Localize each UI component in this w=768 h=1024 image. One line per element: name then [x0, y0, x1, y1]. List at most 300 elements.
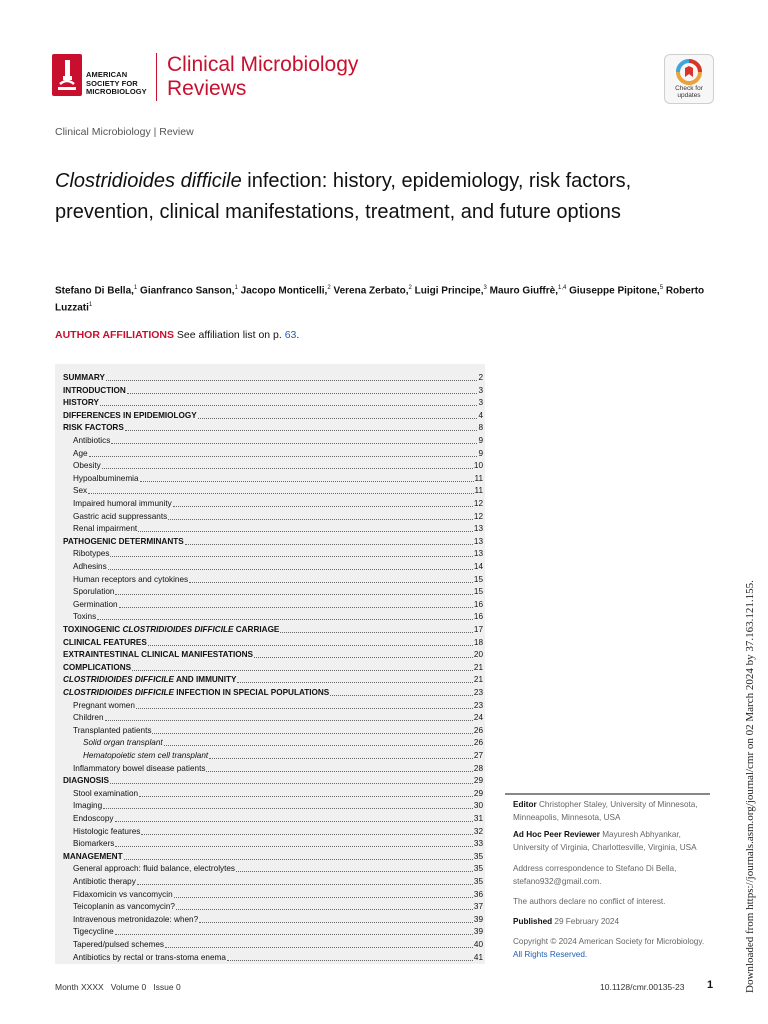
rights-link[interactable]: All Rights Reserved. — [513, 949, 588, 959]
toc-entry-label — [63, 674, 236, 687]
toc-leader-dots — [115, 838, 472, 847]
toc-label-text: Children — [73, 713, 104, 723]
toc-leader-dots — [254, 649, 473, 658]
toc-page-number: 33 — [473, 839, 483, 849]
toc-entry[interactable] — [63, 863, 483, 876]
toc-entry-label — [73, 838, 114, 851]
toc-page-number: 32 — [473, 826, 483, 836]
toc-entry-label — [73, 586, 114, 599]
toc-label-text: COMPLICATIONS — [63, 662, 132, 672]
table-of-contents — [55, 364, 485, 964]
toc-leader-dots — [103, 800, 473, 809]
toc-page-number: 3 — [478, 385, 483, 395]
author-affiliation-number: 2 — [408, 285, 412, 291]
check-updates-icon — [675, 59, 703, 85]
toc-label-text: Hematopoietic stem cell transplant — [83, 751, 209, 760]
toc-leader-dots — [136, 700, 473, 709]
title-rest: infection: history, epidemiology, risk factors, prevention, clinical manifestations, treatment, and future options — [55, 170, 632, 223]
download-note: Downloaded from https://journals.asm.org/journal/cmr on 02 March 2024 by 37.163.121.155. — [744, 580, 756, 993]
author-name[interactable]: Jacopo Monticelli — [240, 285, 325, 297]
footer-issue-info: Month XXXX Volume 0 Issue 0 — [55, 982, 181, 992]
author-affiliation-number: 3 — [483, 285, 487, 291]
author-affiliations — [55, 329, 299, 341]
article-title — [55, 166, 675, 228]
toc-page-number: 15 — [473, 587, 483, 597]
toc-label-text: TOXINOGENIC — [63, 625, 123, 634]
toc-entry[interactable] — [63, 410, 483, 423]
toc-leader-dots — [209, 750, 473, 759]
toc-entry-label — [73, 712, 104, 725]
toc-label-text: Sex — [73, 486, 88, 496]
toc-entry[interactable] — [63, 838, 483, 851]
toc-label-after: AND IMMUNITY — [174, 675, 237, 685]
check-updates-line: Check for — [675, 85, 703, 92]
toc-label-after: INFECTION IN SPECIAL POPULATIONS — [174, 688, 330, 697]
toc-entry-label — [73, 763, 205, 776]
conflict-statement: The authors declare no conflict of interest. — [513, 897, 666, 906]
toc-entry[interactable] — [63, 914, 483, 927]
toc-label-text: Solid organ transplant — [83, 738, 163, 748]
toc-label-text: Imaging — [73, 801, 103, 811]
toc-entry[interactable] — [63, 939, 483, 952]
toc-entry[interactable] — [63, 687, 483, 700]
toc-label-text: Endoscopy — [73, 814, 114, 823]
affiliations-label[interactable]: AUTHOR AFFILIATIONS — [55, 329, 174, 341]
toc-label-text: Tigecycline — [73, 927, 114, 937]
toc-page-number: 2 — [478, 373, 483, 382]
toc-leader-dots — [176, 901, 473, 910]
author-affiliation-number: 5 — [659, 285, 664, 291]
toc-leader-dots — [125, 422, 478, 431]
toc-entry-label — [73, 826, 140, 839]
toc-label-text: CLINICAL FEATURES — [63, 637, 147, 647]
toc-leader-dots — [164, 737, 473, 746]
toc-leader-dots — [138, 523, 473, 532]
toc-leader-dots — [152, 725, 472, 734]
toc-label-text: INTRODUCTION — [63, 385, 126, 395]
toc-entry-label — [73, 800, 102, 813]
toc-label-text: Pregnant women — [73, 700, 135, 710]
toc-leader-dots — [102, 460, 473, 469]
toc-label-text: Stool examination — [73, 788, 139, 798]
toc-entry[interactable] — [63, 397, 483, 410]
toc-label-text: Human receptors and cytokines — [73, 574, 189, 584]
toc-label-text: Obesity — [73, 461, 101, 471]
toc-label-after: CARRIAGE — [233, 625, 280, 634]
toc-page-number: 8 — [478, 423, 483, 433]
author-name[interactable]: Verena Zerbato — [333, 285, 406, 297]
toc-entry-label — [73, 599, 118, 612]
published-date — [513, 916, 708, 929]
toc-page-number: 36 — [473, 889, 483, 899]
toc-label-text: Antibiotics by rectal or trans-stoma enema — [73, 952, 226, 962]
toc-label-text: Teicoplanin as vancomycin? — [73, 902, 175, 912]
toc-entry[interactable] — [63, 813, 483, 826]
toc-entry[interactable] — [63, 637, 483, 650]
author-name[interactable]: Stefano Di Bella — [55, 285, 132, 297]
toc-entry[interactable] — [63, 536, 483, 549]
toc-leader-dots — [100, 397, 477, 406]
toc-entry-label — [63, 851, 123, 864]
toc-label-text: MANAGEMENT — [63, 851, 123, 861]
toc-entry-label — [73, 435, 110, 448]
toc-entry-label — [63, 410, 197, 423]
toc-leader-dots — [141, 826, 473, 835]
toc-entry[interactable] — [63, 737, 483, 750]
author-affiliation-number: 1 — [234, 285, 238, 291]
toc-entry[interactable] — [63, 763, 483, 776]
author-affiliation-number: 2 — [327, 285, 331, 291]
toc-entry-label — [73, 939, 164, 952]
toc-leader-dots — [173, 498, 473, 507]
toc-entry-label — [73, 548, 109, 561]
toc-page-number: 9 — [478, 436, 483, 445]
journal-name-line: Reviews — [167, 77, 247, 100]
toc-entry[interactable] — [63, 712, 483, 725]
author-name[interactable]: Mauro Giuffrè — [489, 285, 556, 297]
toc-page-number: 13 — [473, 524, 483, 534]
toc-page-number: 28 — [473, 763, 483, 773]
toc-leader-dots — [330, 687, 473, 696]
toc-entry[interactable] — [63, 952, 483, 965]
toc-entry[interactable] — [63, 385, 483, 398]
toc-leader-dots — [124, 851, 473, 860]
toc-leader-dots — [168, 511, 473, 520]
toc-label-text: Ribotypes — [73, 549, 110, 559]
toc-page-number: 15 — [473, 574, 483, 584]
toc-leader-dots — [165, 939, 473, 948]
toc-label-text: Age — [73, 448, 88, 458]
publisher-line: SOCIETY FOR — [86, 78, 138, 88]
toc-label-text: Inflammatory bowel disease patients — [73, 763, 206, 773]
toc-page-number: 29 — [473, 788, 483, 798]
toc-page-number: 26 — [473, 725, 483, 735]
toc-entry-label — [73, 523, 137, 536]
toc-leader-dots — [280, 624, 472, 633]
toc-label-text: RISK FACTORS — [63, 423, 124, 433]
toc-label-text: Transplanted patients — [73, 725, 152, 735]
toc-page-number: 16 — [473, 612, 483, 622]
toc-leader-dots — [110, 775, 473, 784]
title-italic: Clostridioides difficile — [55, 170, 242, 192]
toc-entry[interactable] — [63, 599, 483, 612]
affiliations-end: . — [296, 329, 300, 341]
toc-label-text: Hypoalbuminemia — [73, 473, 139, 483]
toc-entry-label — [73, 611, 96, 624]
toc-entry[interactable] — [63, 876, 483, 889]
toc-page-number: 12 — [473, 499, 483, 508]
author-name[interactable]: Gianfranco Sanson — [140, 285, 232, 297]
toc-entry[interactable] — [63, 611, 483, 624]
toc-entry[interactable] — [63, 926, 483, 939]
toc-entry-label — [73, 889, 173, 902]
toc-entry[interactable] — [63, 750, 483, 763]
toc-entry-label — [73, 876, 136, 889]
toc-entry-label — [73, 498, 172, 511]
toc-entry-label — [73, 863, 235, 876]
toc-label-text: Adhesins — [73, 562, 107, 571]
editor-info — [513, 799, 708, 824]
copyright-text: Copyright © 2024 American Society for Microbiology. — [513, 937, 705, 946]
toc-leader-dots — [97, 611, 473, 620]
toc-leader-dots — [185, 536, 473, 545]
toc-entry[interactable] — [63, 624, 483, 637]
toc-page-number: 40 — [473, 940, 483, 949]
toc-page-number: 11 — [474, 473, 483, 483]
toc-label-text: HISTORY — [63, 398, 99, 408]
toc-entry[interactable] — [63, 901, 483, 914]
toc-entry-label — [73, 473, 139, 486]
toc-entry[interactable] — [63, 498, 483, 511]
toc-entry[interactable] — [63, 586, 483, 599]
microscope-logo-icon — [52, 54, 82, 96]
check-updates-line: updates — [677, 92, 701, 99]
toc-entry-label — [63, 775, 109, 788]
toc-leader-dots — [174, 889, 473, 898]
asm-logo — [52, 54, 150, 100]
toc-label-text: Histologic features — [73, 826, 141, 836]
toc-label-text: PATHOGENIC DETERMINANTS — [63, 536, 184, 546]
sidebar-rule — [505, 793, 710, 795]
toc-label-italic: CLOSTRIDIOIDES DIFFICILE — [122, 625, 234, 634]
toc-entry-label — [63, 624, 279, 637]
toc-entry-label — [73, 901, 175, 914]
toc-label-text: DIAGNOSIS — [63, 776, 109, 786]
toc-leader-dots — [198, 410, 478, 419]
published-text: 29 February 2024 — [554, 917, 620, 926]
toc-leader-dots — [206, 763, 472, 772]
toc-label-text: Renal impairment — [73, 524, 138, 534]
toc-entry[interactable] — [63, 574, 483, 587]
toc-leader-dots — [111, 435, 477, 444]
toc-leader-dots — [110, 548, 472, 557]
toc-entry[interactable] — [63, 674, 483, 687]
toc-entry-label — [63, 649, 253, 662]
toc-entry[interactable] — [63, 485, 483, 498]
toc-label-text: Gastric acid suppressants — [73, 511, 168, 521]
toc-entry-label — [63, 687, 329, 700]
toc-label-text: Biomarkers — [73, 839, 115, 849]
toc-label-text: Intravenous metronidazole: when? — [73, 914, 199, 924]
publisher-line: AMERICAN — [86, 70, 128, 79]
toc-entry-label — [73, 448, 88, 461]
toc-leader-dots — [115, 586, 472, 595]
toc-leader-dots — [189, 574, 473, 583]
toc-page-number: 26 — [473, 738, 483, 748]
toc-page-number: 21 — [473, 662, 483, 672]
toc-entry[interactable] — [63, 448, 483, 461]
article-section: Clinical Microbiology | Review — [55, 126, 194, 138]
toc-leader-dots — [106, 372, 477, 381]
toc-entry-label — [73, 813, 114, 826]
toc-entry-label — [73, 926, 114, 939]
toc-entry[interactable] — [63, 460, 483, 473]
toc-page-number: 4 — [478, 410, 483, 420]
toc-entry[interactable] — [63, 826, 483, 839]
toc-entry-label — [63, 536, 184, 549]
footer-doi[interactable]: 10.1128/cmr.00135-23 — [600, 982, 685, 992]
toc-page-number: 39 — [473, 927, 483, 937]
toc-entry[interactable] — [63, 788, 483, 801]
toc-leader-dots — [139, 788, 473, 797]
toc-label-text: Fidaxomicin vs vancomycin — [73, 889, 173, 899]
reviewer-info — [513, 829, 708, 854]
toc-label-text: Impaired humoral immunity — [73, 499, 172, 508]
header-divider — [156, 53, 157, 101]
toc-entry[interactable] — [63, 435, 483, 448]
toc-leader-dots — [105, 712, 473, 721]
toc-entry-label — [73, 485, 87, 498]
author-name[interactable]: Giuseppe Pipitone — [569, 285, 657, 297]
toc-entry[interactable] — [63, 548, 483, 561]
toc-label-text: Tapered/pulsed schemes — [73, 940, 165, 949]
toc-leader-dots — [108, 561, 473, 570]
toc-entry[interactable] — [63, 422, 483, 435]
copyright-notice — [513, 936, 708, 961]
toc-page-number: 9 — [478, 448, 483, 458]
toc-entry[interactable] — [63, 372, 483, 385]
author-affiliation-number: 1 — [88, 302, 93, 309]
toc-label-text: Germination — [73, 599, 118, 609]
toc-label-text: SUMMARY — [63, 373, 105, 382]
toc-page-number: 37 — [473, 902, 483, 912]
toc-page-number: 41 — [473, 952, 483, 962]
toc-entry[interactable] — [63, 725, 483, 738]
correspondence-info: Address correspondence to Stefano Di Bella, stefano932@gmail.com. — [513, 864, 677, 886]
toc-page-number: 23 — [473, 700, 483, 710]
affiliations-page-link[interactable]: 63 — [284, 329, 297, 341]
toc-entry[interactable] — [63, 800, 483, 813]
toc-entry-label — [63, 637, 147, 650]
toc-page-number: 16 — [473, 599, 483, 609]
editor-label: Editor — [513, 800, 537, 809]
toc-entry-label — [73, 700, 135, 713]
toc-leader-dots — [127, 385, 478, 394]
toc-label-text: Antibiotic therapy — [73, 877, 136, 886]
toc-label-text: Sporulation — [73, 587, 115, 597]
toc-entry-label — [73, 561, 107, 574]
toc-label-text: General approach: fluid balance, electrolytes — [73, 864, 236, 874]
toc-page-number: 24 — [473, 713, 483, 723]
toc-page-number: 11 — [474, 486, 483, 496]
published-label: Published — [513, 917, 553, 926]
toc-leader-dots — [115, 813, 473, 822]
toc-leader-dots — [88, 485, 473, 494]
toc-page-number: 35 — [473, 864, 483, 874]
toc-leader-dots — [119, 599, 473, 608]
toc-leader-dots — [89, 448, 478, 457]
toc-label-text: EXTRAINTESTINAL CLINICAL MANIFESTATIONS — [63, 650, 253, 660]
toc-entry-label — [63, 385, 126, 398]
toc-entry[interactable] — [63, 662, 483, 675]
toc-entry[interactable] — [63, 561, 483, 574]
toc-entry-label — [73, 788, 138, 801]
toc-entry[interactable] — [63, 889, 483, 902]
toc-entry[interactable] — [63, 700, 483, 713]
toc-page-number: 35 — [473, 851, 483, 861]
toc-leader-dots — [227, 952, 473, 961]
reviewer-text: Mayuresh Abhyankar, University of Virginia, Charlottesville, Virginia, USA — [513, 830, 697, 852]
journal-name-line: Clinical Microbiology — [167, 53, 359, 76]
author-name[interactable]: Luigi Principe — [414, 285, 481, 297]
toc-leader-dots — [137, 876, 473, 885]
toc-label-italic: CLOSTRIDIOIDES DIFFICILE — [63, 688, 174, 697]
toc-page-number: 12 — [473, 511, 483, 521]
editor-text: Christopher Staley, University of Minnesota, Minneapolis, Minnesota, USA — [513, 800, 698, 822]
toc-page-number: 29 — [473, 776, 483, 786]
toc-page-number: 13 — [473, 536, 483, 546]
toc-page-number: 31 — [473, 814, 483, 823]
toc-entry-label — [83, 737, 163, 750]
toc-leader-dots — [140, 473, 474, 482]
page-number: 1 — [707, 979, 714, 991]
toc-entry[interactable] — [63, 523, 483, 536]
toc-page-number: 27 — [473, 751, 483, 760]
toc-page-number: 14 — [473, 562, 483, 571]
toc-entry-label — [73, 574, 188, 587]
toc-entry[interactable] — [63, 473, 483, 486]
journal-name[interactable] — [167, 53, 358, 101]
affiliations-text: See affiliation list on p. — [176, 329, 282, 341]
publisher-line: MICROBIOLOGY — [86, 87, 147, 96]
toc-label-italic: CLOSTRIDIOIDES DIFFICILE — [63, 675, 174, 685]
toc-entry[interactable] — [63, 775, 483, 788]
toc-page-number: 18 — [473, 637, 483, 647]
toc-page-number: 35 — [473, 877, 483, 886]
toc-label-text: Antibiotics — [73, 436, 111, 445]
author-affiliation-number: 1,4 — [558, 285, 567, 291]
toc-page-number: 3 — [478, 398, 483, 408]
reviewer-label: Ad Hoc Peer Reviewer — [513, 830, 600, 839]
toc-entry-label — [63, 422, 124, 435]
toc-leader-dots — [237, 674, 472, 683]
toc-page-number: 39 — [473, 914, 483, 924]
toc-label-text: DIFFERENCES IN EPIDEMIOLOGY — [63, 410, 197, 420]
toc-entry-label — [73, 914, 198, 927]
toc-entry[interactable] — [63, 649, 483, 662]
toc-leader-dots — [148, 637, 473, 646]
toc-leader-dots — [132, 662, 473, 671]
toc-leader-dots — [115, 926, 473, 935]
author-affiliation-number: 1 — [133, 285, 138, 291]
check-updates-label — [665, 85, 713, 99]
toc-leader-dots — [236, 863, 473, 872]
toc-entry-label — [63, 397, 99, 410]
toc-page-number: 20 — [473, 650, 483, 660]
toc-entry-label — [73, 952, 226, 965]
check-for-updates-button[interactable] — [664, 54, 714, 104]
toc-entry[interactable] — [63, 851, 483, 864]
toc-entry[interactable] — [63, 511, 483, 524]
toc-entry-label — [83, 750, 208, 763]
author-list: Stefano Di Bella,$^1$ Gianfranco Sanson,$^1$ Jacopo Monticelli,$^2$ Verena Zerbato,$^2$ Luigi Principe,$^3$ Mauro Giuffrè,$^{1,4}$ Giuseppe Pipitone,$^5$ Roberto Luzzati$^1$ — [55, 285, 705, 314]
toc-page-number: 13 — [473, 549, 483, 559]
publisher-name — [86, 71, 147, 97]
toc-entry-label — [73, 511, 167, 524]
toc-entry-label — [63, 662, 131, 675]
toc-page-number: 10 — [473, 461, 483, 471]
toc-leader-dots — [199, 914, 473, 923]
toc-page-number: 23 — [473, 688, 483, 697]
toc-entry-label — [73, 725, 151, 738]
author-name[interactable]: Roberto Luzzati — [55, 285, 705, 314]
toc-page-number: 30 — [473, 801, 483, 811]
toc-entry-label — [73, 460, 101, 473]
toc-page-number: 17 — [473, 625, 483, 634]
toc-label-text: Toxins — [73, 612, 97, 622]
toc-entry-label — [63, 372, 105, 385]
toc-page-number: 21 — [473, 675, 483, 685]
